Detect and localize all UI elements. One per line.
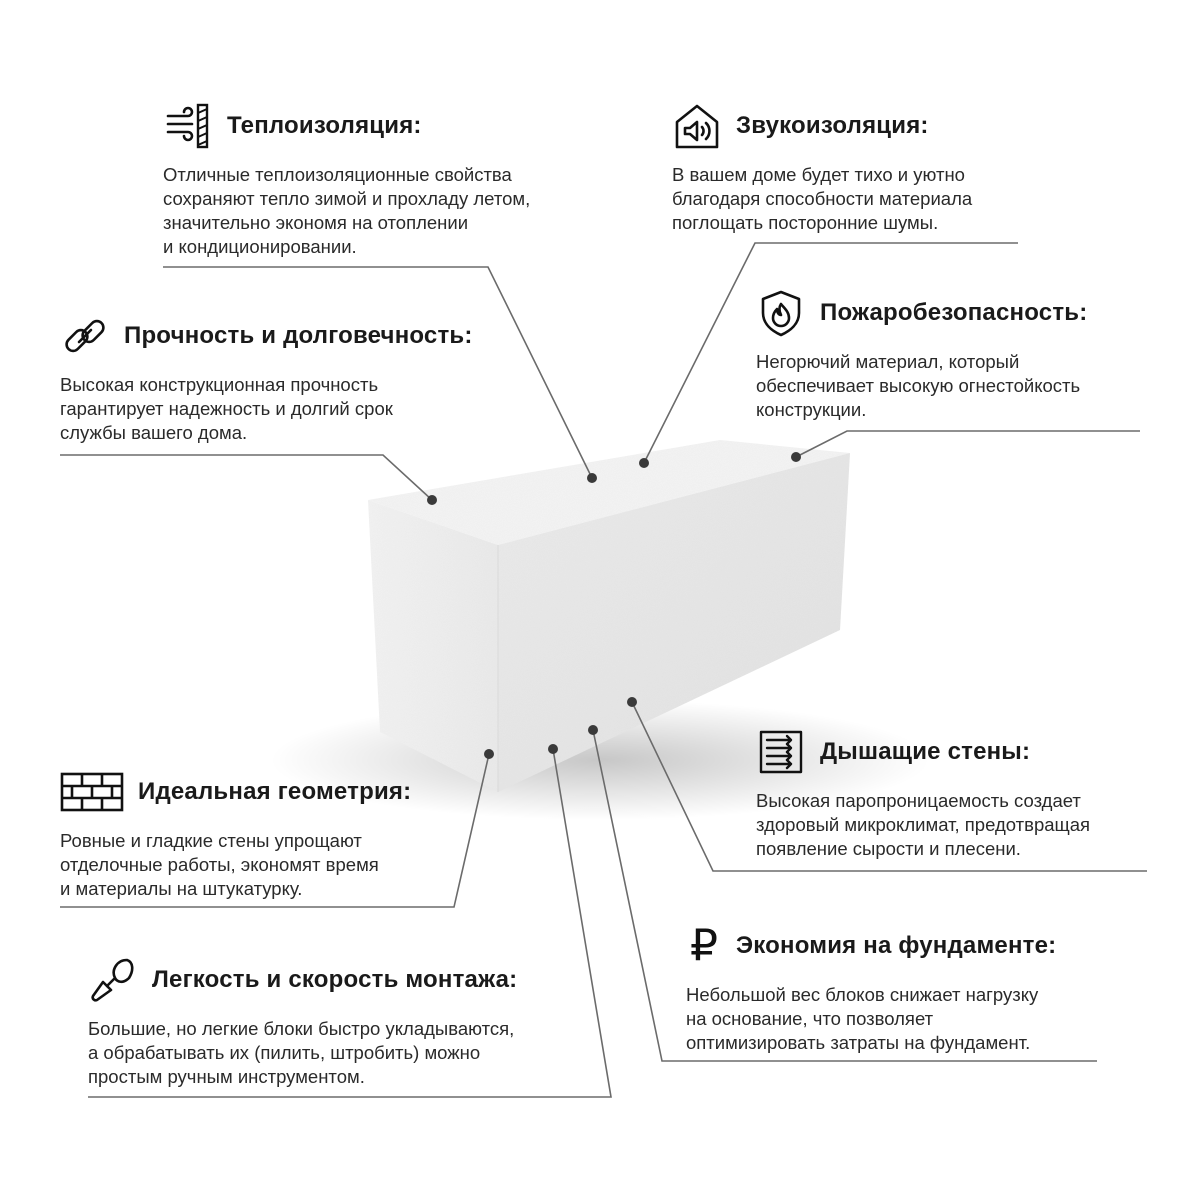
dot-foundation xyxy=(588,725,598,735)
feature-title: Легкость и скорость монтажа: xyxy=(152,966,518,993)
feature-description: Небольшой вес блоков снижает нагрузку на основание, что позволяет оптимизировать затраты на фундамент. xyxy=(686,984,1039,1053)
feature-fire xyxy=(756,288,1087,422)
feature-description: Негорючий материал, который обеспечивает высокую огнестойкость конструкции. xyxy=(756,351,1081,420)
feature-strength xyxy=(60,311,473,445)
feature-description: Ровные и гладкие стены упрощают отделочные работы, экономят время и материалы на штукатурку. xyxy=(60,830,379,899)
feature-sound xyxy=(672,101,972,235)
trowel-icon xyxy=(88,955,138,1005)
feature-description: Большие, но легкие блоки быстро укладываются, а обрабатывать их (пилить, штробить) можно простым ручным инструментом. xyxy=(88,1018,515,1087)
feature-title: Звукоизоляция: xyxy=(736,112,929,139)
brick-wall-icon xyxy=(60,767,124,817)
feature-geometry xyxy=(60,767,411,901)
feature-title: Прочность и долговечность: xyxy=(124,322,473,349)
feature-description: Высокая паропроницаемость создает здоровый микроклимат, предотвращая появление сырости и плесени. xyxy=(756,790,1091,859)
dot-sound xyxy=(639,458,649,468)
feature-breathing xyxy=(756,727,1090,861)
feature-installation xyxy=(88,955,517,1089)
feature-description: В вашем доме будет тихо и уютно благодаря способности материала поглощать посторонние шумы. xyxy=(672,164,973,233)
dot-fire xyxy=(791,452,801,462)
feature-title: Пожаробезопасность: xyxy=(820,299,1088,326)
feature-description: Отличные теплоизоляционные свойства сохраняют тепло зимой и прохладу летом, значительно экономя на отоплении и кондиционировании. xyxy=(163,164,531,257)
dot-strength xyxy=(427,495,437,505)
feature-foundation xyxy=(686,921,1056,1055)
dot-geometry xyxy=(484,749,494,759)
ruble-icon: ₽ xyxy=(690,920,718,971)
dot-installation xyxy=(548,744,558,754)
feature-thermal xyxy=(163,101,530,259)
leader-strength xyxy=(60,455,432,500)
feature-title: Идеальная геометрия: xyxy=(138,778,412,805)
feature-description: Высокая конструкционная прочность гарантирует надежность и долгий срок службы вашего дома. xyxy=(60,374,393,443)
feature-title: Экономия на фундаменте: xyxy=(736,932,1057,959)
feature-title: Дышащие стены: xyxy=(820,738,1031,765)
chain-link-icon xyxy=(60,311,110,361)
wind-wall-icon xyxy=(163,101,213,151)
house-speaker-icon xyxy=(672,101,722,151)
feature-title: Теплоизоляция: xyxy=(227,112,422,139)
wall-arrows-icon xyxy=(756,727,806,777)
dot-thermal xyxy=(587,473,597,483)
dot-breathing xyxy=(627,697,637,707)
shield-flame-icon xyxy=(756,288,806,338)
